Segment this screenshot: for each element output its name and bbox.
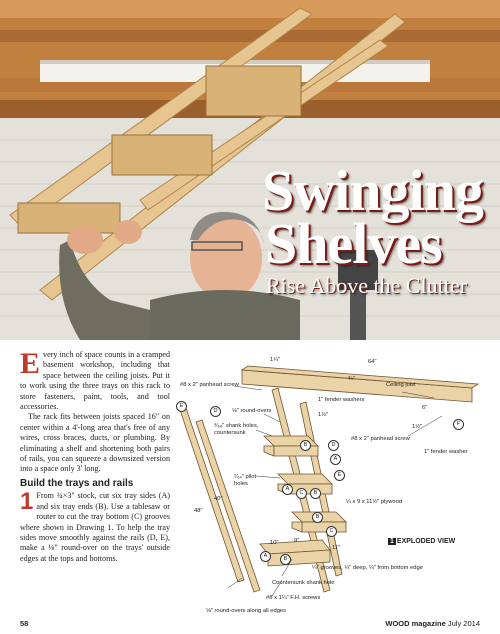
section-heading: Build the trays and rails — [20, 477, 134, 489]
magazine-footer — [385, 619, 480, 628]
dim-9: 9" — [294, 538, 300, 544]
dim-1-5: 1½" — [318, 412, 329, 418]
step-1-paragraph — [20, 488, 170, 564]
page-number: 58 — [20, 619, 29, 628]
part-e-badge-2: E — [334, 470, 345, 481]
part-c-badge-2: C — [326, 526, 337, 537]
fender-washer-label: 1" fender washer — [424, 449, 468, 455]
panhead-screw-label-2: #8 x 2" panhead screw — [351, 436, 410, 442]
dim-48: 48" — [194, 508, 203, 514]
part-a-badge-2: A — [282, 484, 293, 495]
part-b-badge-4: B — [280, 554, 291, 565]
intro-paragraph — [20, 347, 170, 412]
exploded-view-title — [388, 538, 455, 545]
dim-11: 11" — [332, 545, 341, 551]
dim-64: 64" — [368, 359, 377, 365]
part-c-badge: C — [296, 488, 307, 499]
plywood-label: ¼ x 9 x 11½" plywood — [346, 499, 403, 505]
pilot-holes-label: ⁷⁄₆₄" pilot holes — [234, 474, 257, 487]
issue-date: July 2014 — [447, 619, 480, 628]
magazine-name: WOOD magazine — [385, 619, 446, 628]
intro-text: very inch of space counts in a cramped basement workshop, including that space between the ceiling joists. Put it to work using the three trays on this rack to store fasteners, paint, tools, and tool accessories. — [20, 350, 170, 412]
part-f-badge: F — [453, 419, 464, 430]
part-b-badge-2: B — [310, 488, 321, 499]
fender-washers-label: 1" fender washers — [318, 397, 365, 403]
dim-0-75: ¾" — [348, 376, 355, 382]
countersunk-label: Countersunk shank hole — [272, 580, 335, 586]
dim-1-5b: 1½" — [412, 424, 423, 430]
panhead-screw-label: #8 x 2" panhead screw — [180, 382, 239, 388]
article-body — [20, 347, 170, 564]
exploded-view-drawing — [172, 344, 492, 614]
subtitle: Rise Above the Clutter — [266, 273, 468, 298]
title-line-2: Shelves — [265, 211, 442, 276]
part-b-badge-3: B — [312, 512, 323, 523]
second-paragraph: The rack fits between joists spaced 16" on center within a 4'-long area that's free of any wires, cross braces, ducts, or plumbing. By eliminating a shelf and shortening both pairs of rails, you can squeeze a downsized version into a space only 3' long. — [20, 412, 170, 474]
drawing-title: EXPLODED VIEW — [396, 538, 456, 545]
fh-screws-label: #8 x 1¼" F.H. screws — [266, 595, 321, 601]
part-d-badge-2: D — [328, 440, 339, 451]
dim-40: 40" — [214, 496, 223, 502]
part-d-badge: D — [210, 406, 221, 417]
dim-1-25: 1¼" — [270, 357, 281, 363]
roundovers-all-label: ⅛" round-overs along all edges — [206, 608, 287, 614]
drawing-number: 1 — [390, 538, 394, 545]
ceiling-joist-label: Ceiling joist — [386, 382, 416, 388]
drop-cap: E — [20, 347, 41, 380]
dim-6: 6" — [422, 405, 428, 411]
part-e-badge: E — [176, 401, 187, 412]
roundovers-label: ⅛" round-overs — [232, 408, 272, 414]
step-number: 1 — [20, 488, 34, 516]
part-a-badge: A — [330, 454, 341, 465]
part-b-badge: B — [300, 440, 311, 451]
part-a-badge-3: A — [260, 551, 271, 562]
step-1-text: From ¾×3" stock, cut six tray sides (A) and six tray ends (B). Use a tablesaw or router to cut the tray bottom (C) grooves where shown in Drawing 1. To help the tray sides move smoothly against the rails (D, E), make a ⅛" round-over on the trays' outside edges at the tops and bottoms. — [20, 491, 170, 563]
shank-holes-label: ⁹⁄₆₄" shank holes, countersunk — [214, 423, 259, 436]
dim-10: 10" — [270, 540, 279, 546]
title-line-1: Swinging — [262, 158, 483, 223]
grooves-label: ¼" grooves, ¼" deep, ¼" from bottom edge — [312, 565, 423, 571]
